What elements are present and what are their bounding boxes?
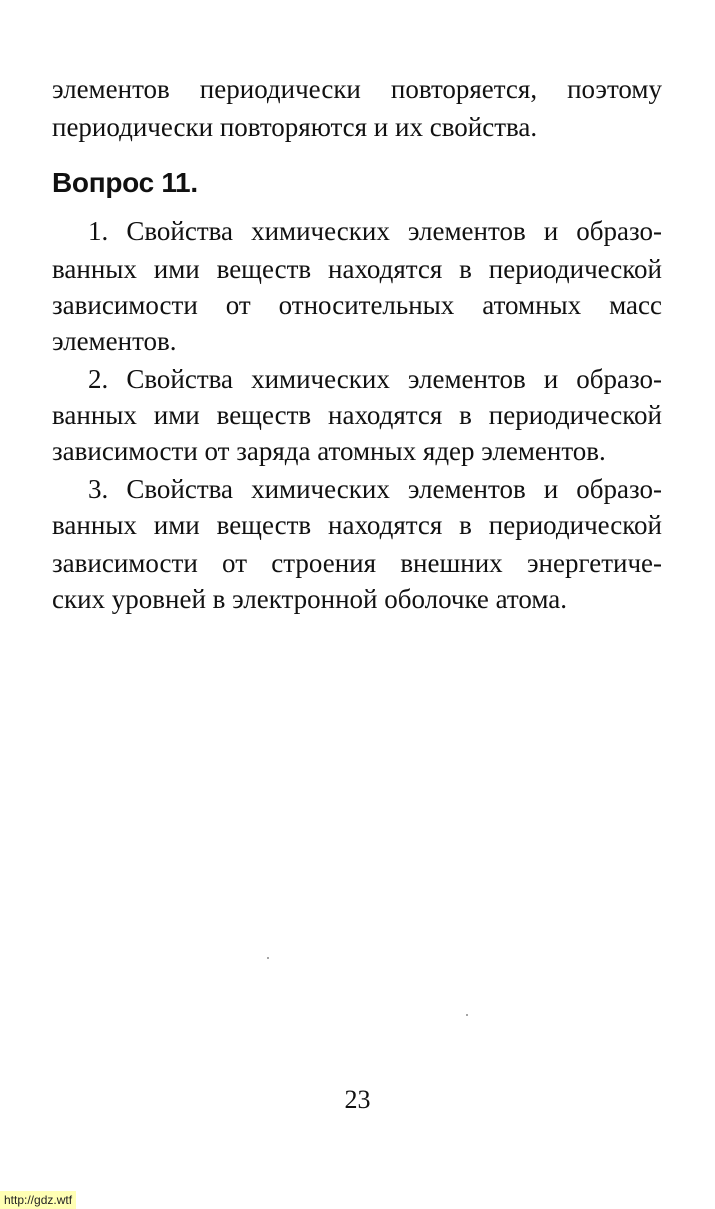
page-number: 23 <box>344 1085 371 1114</box>
text-line: ванных ими веществ находятся в периодической <box>52 510 662 540</box>
text-line: периодически повторяются и их свойства. <box>52 112 538 142</box>
scan-speck <box>267 957 269 959</box>
text-line: зависимости от строения внешних энергетиче- <box>52 548 662 578</box>
text-line: 1. Свойства химических элементов и образо- <box>88 216 662 246</box>
text-line: элементов периодически повторяется, поэтому <box>52 74 662 104</box>
scan-speck <box>466 1014 468 1016</box>
text-line: зависимости от относительных атомных масс <box>52 290 662 320</box>
text-line: ских уровней в электронной оболочке атома. <box>52 584 567 614</box>
question-title: Вопрос 11. <box>52 167 198 198</box>
text-line: 3. Свойства химических элементов и образо- <box>88 474 662 504</box>
text-line: зависимости от заряда атомных ядер элементов. <box>52 436 606 466</box>
text-line: элементов. <box>52 326 177 356</box>
watermark-link[interactable]: http://gdz.wtf <box>0 1191 76 1209</box>
text-line: ванных ими веществ находятся в периодической <box>52 254 662 284</box>
text-line: ванных ими веществ находятся в периодической <box>52 400 662 430</box>
text-line: 2. Свойства химических элементов и образо- <box>88 364 662 394</box>
